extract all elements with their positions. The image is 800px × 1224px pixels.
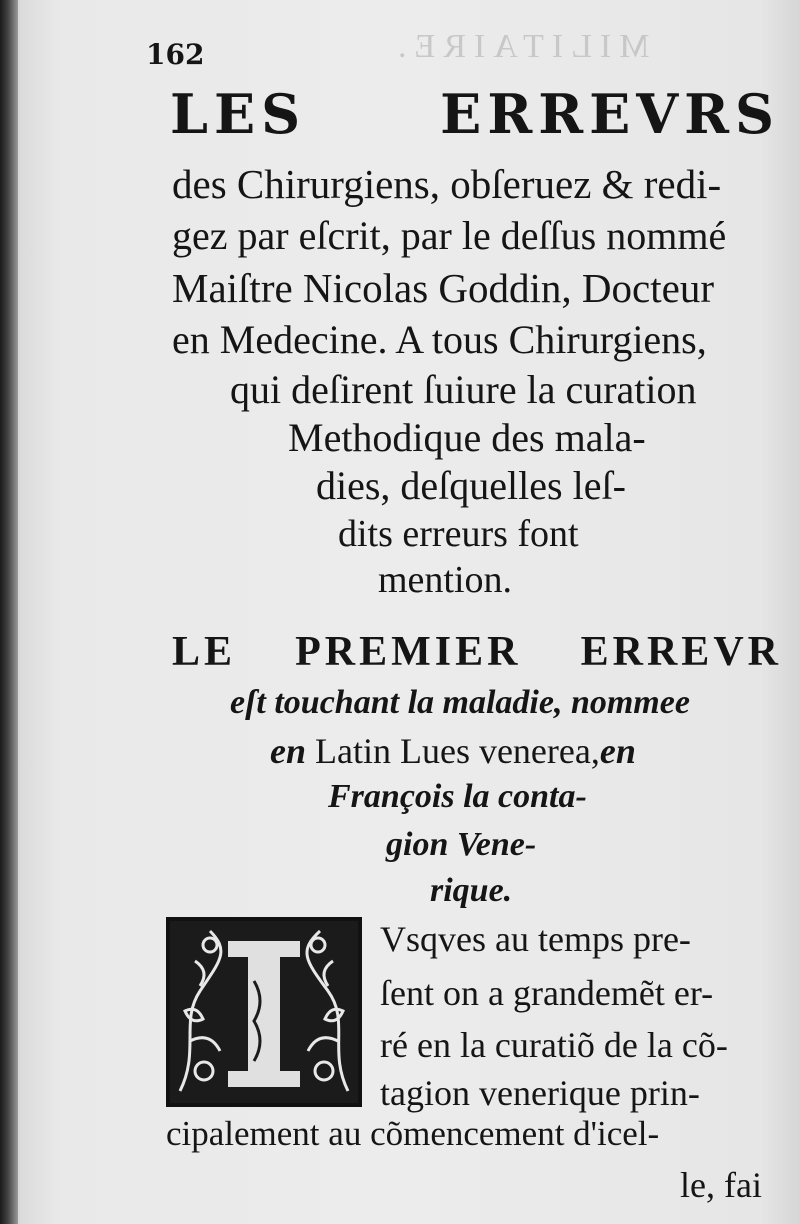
section-subtitle-line-2-roman: Latin Lues venerea, (306, 731, 600, 771)
title-line-4: en Medecine. A tous Chirurgiens, (172, 317, 707, 362)
section-heading-word-1: LE (172, 629, 237, 675)
title-line-7: dies, deſquelles leſ- (316, 463, 626, 508)
body-line-5: cipalement au cõmencement d'icel- (166, 1114, 660, 1153)
section-subtitle-line-2-italic: en (270, 731, 306, 771)
section-subtitle-line-3: François la conta- (328, 778, 587, 815)
body-line-4: tagion venerique prin- (380, 1073, 700, 1113)
body-line-3: ré en la curatiõ de la cõ- (380, 1025, 728, 1065)
title-line-8: dits erreurs font (338, 513, 579, 555)
section-subtitle-line-2-italic-end: en (599, 731, 636, 771)
body-line-1 (380, 918, 691, 960)
book-binding-shadow (0, 0, 18, 1224)
title-word-2: ERREVRS (440, 82, 780, 146)
body-line-2: ſent on a grandemẽt er- (380, 973, 714, 1013)
title-word-1: LES (170, 82, 307, 146)
title-line-6: Methodique des mala- (288, 415, 646, 460)
section-heading-word-2: PREMIER (295, 629, 522, 675)
page-number: 162 (146, 38, 205, 71)
bleed-through-running-head: MILITAIRE. (390, 28, 650, 65)
section-subtitle-line-2 (270, 730, 636, 772)
title-line-2: gez par eſcrit, par le deſſus nommé (172, 213, 727, 258)
section-subtitle-line-1: eſt touchant la maladie, nommee (230, 684, 690, 721)
title-line-3: Maiſtre Nicolas Goddin, Docteur (172, 265, 714, 311)
title-line-1: des Chirurgiens, obſeruez & redi- (172, 161, 722, 207)
section-heading (172, 628, 782, 676)
floral-ornament-icon (170, 921, 358, 1103)
body-line-1-text: Vsqves au temps pre- (380, 919, 691, 959)
decorated-initial (166, 917, 362, 1107)
section-subtitle-line-5: rique. (430, 872, 513, 909)
section-subtitle-line-4: gion Vene- (386, 826, 537, 863)
section-heading-word-3: ERREVR (580, 629, 782, 675)
title-line-9: mention. (378, 559, 513, 601)
page-title (170, 82, 780, 146)
title-line-5: qui deſirent ſuiure la curation (230, 367, 697, 412)
body-line-6: le, fai (680, 1165, 762, 1205)
